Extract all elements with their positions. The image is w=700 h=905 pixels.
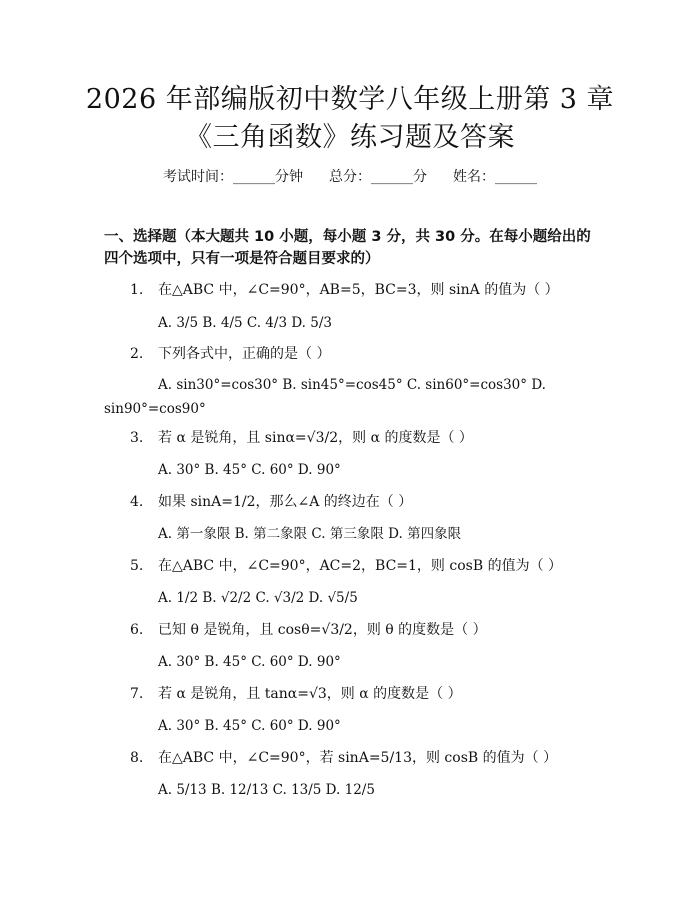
total-score-field: 总分：______分	[329, 169, 427, 185]
question-text: 在△ABC 中，∠C=90°，AC=2，BC=1，则 cosB 的值为（ ）	[158, 558, 563, 574]
question-2-options: A. sin30°=cos30° B. sin45°=cos45° C. sin60°=cos30° D. sin90°=cos90°	[104, 377, 546, 417]
question-text: 若 α 是锐角，且 tanα=√3，则 α 的度数是（ ）	[158, 686, 462, 702]
question-8	[130, 748, 557, 768]
question-2	[130, 344, 330, 364]
question-text: 在△ABC 中，∠C=90°，若 sinA=5/13，则 cosB 的值为（ ）	[158, 750, 558, 766]
question-5-options: A. 1/2 B. √2/2 C. √3/2 D. √5/5	[158, 590, 358, 606]
question-5	[130, 556, 562, 576]
question-6	[130, 620, 487, 640]
question-4	[130, 492, 412, 512]
question-number: 2.	[130, 346, 144, 362]
student-name-field: 姓名：______	[453, 169, 537, 185]
question-text: 在△ABC 中，∠C=90°，AB=5，BC=3，则 sinA 的值为（ ）	[158, 282, 559, 298]
question-6-options: A. 30° B. 45° C. 60° D. 90°	[158, 654, 341, 670]
question-1	[130, 280, 559, 300]
question-7	[130, 684, 462, 704]
question-number: 4.	[130, 494, 144, 510]
question-number: 8.	[130, 750, 144, 766]
question-3-options: A. 30° B. 45° C. 60° D. 90°	[158, 462, 341, 478]
question-text: 若 α 是锐角，且 sinα=√3/2，则 α 的度数是（ ）	[158, 430, 473, 446]
question-text: 如果 sinA=1/2，那么∠A 的终边在（ ）	[158, 494, 413, 510]
question-number: 5.	[130, 558, 144, 574]
question-number: 1.	[130, 282, 144, 298]
question-text: 下列各式中，正确的是（ ）	[158, 346, 331, 362]
question-number: 6.	[130, 622, 144, 638]
exam-info-line	[0, 167, 700, 187]
question-1-options: A. 3/5 B. 4/5 C. 4/3 D. 5/3	[158, 315, 332, 331]
question-3	[130, 428, 473, 448]
question-number: 3.	[130, 430, 144, 446]
question-4-options: A. 第一象限 B. 第二象限 C. 第三象限 D. 第四象限	[158, 526, 462, 542]
question-text: 已知 θ 是锐角，且 cosθ=√3/2，则 θ 的度数是（ ）	[158, 622, 487, 638]
question-7-options: A. 30° B. 45° C. 60° D. 90°	[158, 718, 341, 734]
document-title-line1: 2026 年部编版初中数学八年级上册第 3 章	[85, 84, 615, 115]
document-title-line2: 《三角函数》练习题及答案	[185, 122, 515, 153]
question-8-options: A. 5/13 B. 12/13 C. 13/5 D. 12/5	[158, 782, 375, 798]
exam-time-field: 考试时间：______分钟	[163, 169, 303, 185]
question-number: 7.	[130, 686, 144, 702]
section-heading: 一、选择题（本大题共 10 小题，每小题 3 分，共 30 分。在每小题给出的四个选项中，只有一项是符合题目要求的）	[104, 229, 591, 267]
